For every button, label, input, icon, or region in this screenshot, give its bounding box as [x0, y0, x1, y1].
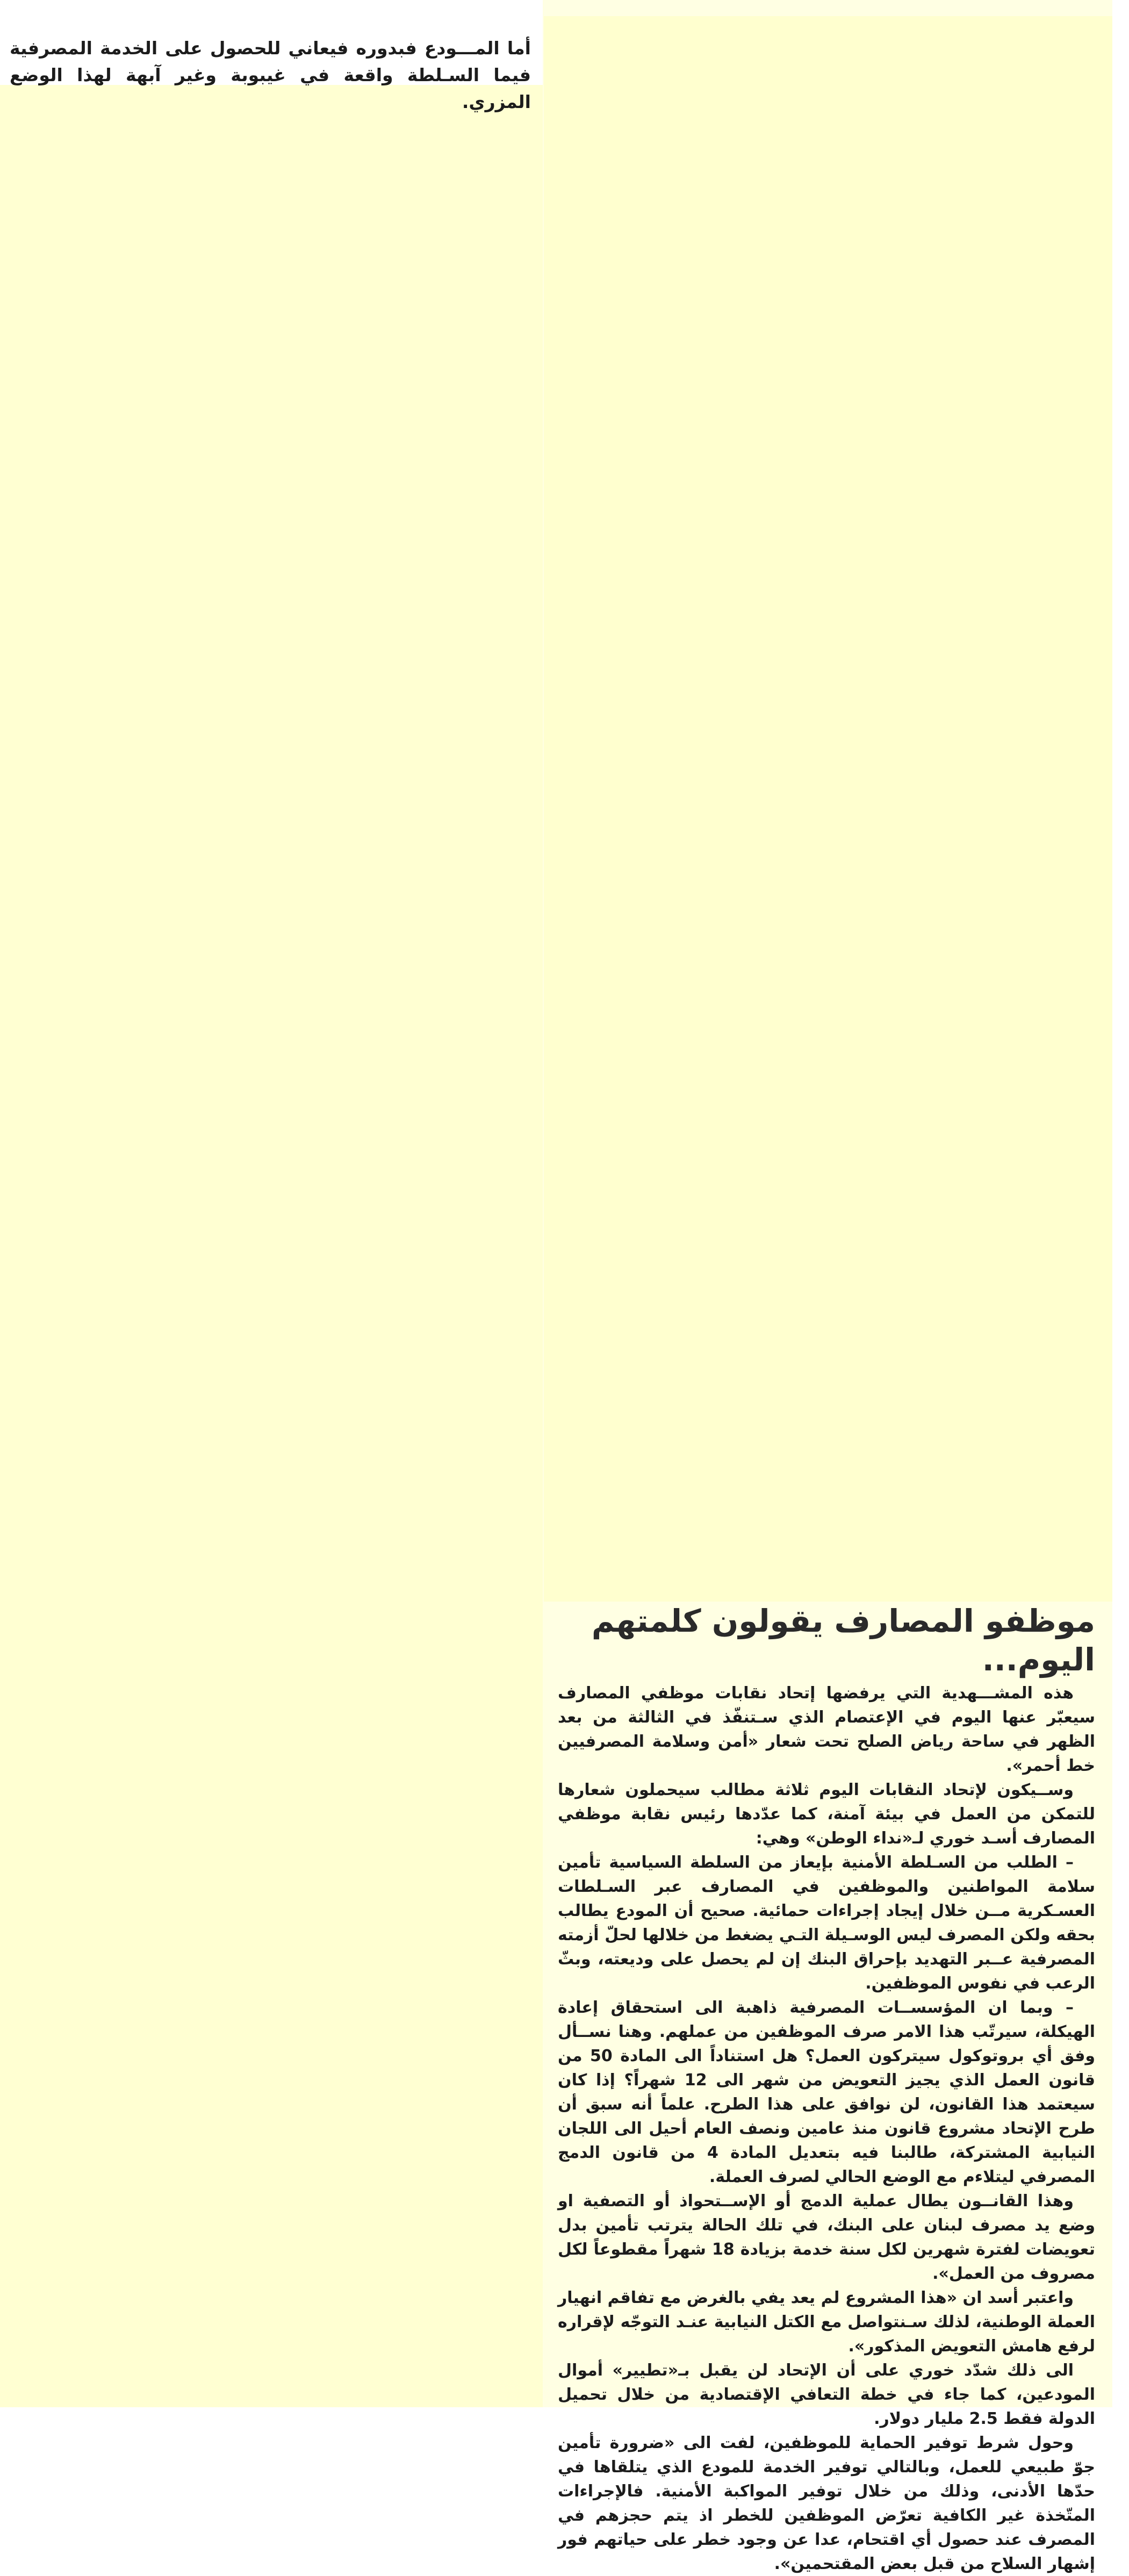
- article-paragraph: هذه المشـــهدية التي يرفضها إتحاد نقابات موظفي المصارف سيعبّر عنها اليوم في الإعتصام الذي سـتنفّذ في الثالثة من بعد الظهر في ساحة رياض الصلح تحت شعار «أمن وسلامة المصرفيين خط أحمر».: [558, 1684, 1095, 1775]
- article-paragraph: واعتبر أسد ان «هذا المشروع لم يعد يفي بالغرض مع تفاقم انهيار العملة الوطنية، لذلك سـنتواصل مع الكتل النيابية عنـد التوجّه لإقراره لرفع هامش التعويض المذكور».: [557, 2288, 1095, 2356]
- article-paragraph: وحول شرط توفير الحماية للموظفين، لفت الى «ضرورة تأمين جوّ طبيعي للعمل، وبالتالي توفير الخدمة للمودع الذي يتلقاها في حدّها الأدنى، وذلك من خلال توفير المواكبة الأمنية. فالإجراءات المتّخذة غير الكافية تعرّض الموظفين للخطر اذ يتم حجزهم في المصرف عند حصول أي اقتحام، عدا عن وجود خطر على حياتهم فور إشهار السلاح من قبل بعض المقتحمين».: [558, 2434, 1095, 2573]
- article-paragraph: الى ذلك شدّد خوري على أن الإتحاد لن يقبل بـ«تطيير» أموال المودعين، كما جاء في خطة التعافي الإقتصادية من خلال تحميل الدولة فقط 2.5 مليار دولار.: [558, 2361, 1095, 2428]
- left-column-background: [0, 85, 543, 2407]
- empty-image-area: [544, 16, 1112, 1602]
- article: [558, 1602, 1095, 2576]
- article-paragraph: – وبما ان المؤسســات المصرفية ذاهبة الى استحقاق إعادة الهيكلة، سيرتّب هذا الامر صرف الموظفين من عملهم. وهنا نســأل وفق أي بروتوكول سيتركون العمل؟ هل استناداً الى المادة 50 من قانون العمل الذي يجيز التعويض من شهر الى 12 شهراً؟ إذا كان سيعتمد هذا القانون، لن نوافق على هذا الطرح. علماً أنه سبق أن طرح الإتحاد مشروع قانون منذ عامين ونصف العام أحيل الى اللجان النيابية المشتركة، طالبنا فيه بتعديل المادة 4 من قانون الدمج المصرفي ليتلاءم مع الوضع الحالي لصرف العملة.: [558, 1998, 1096, 2186]
- article-paragraph: وســيكون لإتحاد النقابات اليوم ثلاثة مطالب سيحملون شعارها للتمكن من العمل في بيئة آمنة، كما عدّدها رئيس نقابة موظفي المصارف أسـد خوري لـ«نداء الوطن» وهي:: [558, 1781, 1095, 1848]
- article-headline: موظفو المصارف يقولون كلمتهم اليوم...: [591, 1603, 1095, 1678]
- right-margin: [1112, 0, 1129, 2407]
- article-paragraph: – الطلب من السـلطة الأمنية بإيعاز من السلطة السياسية تأمين سلامة المواطنين والموظفين في المصارف عبر السـلطات العسـكرية مــن خلال إيجاد إجراءات حمائية. صحيح أن المودع يطالب بحقه ولكن المصرف ليس الوسـيلة التـي يضغط من خلالها لحلّ أزمته المصرفية عــبر التهديد بإحراق البنك إن لم يحصل على وديعته، وبثّ الرعب في نفوس الموظفين.: [558, 1853, 1095, 1993]
- continued-paragraph: أما المـــودع فبدوره فيعاني للحصول على الخدمة المصرفية فيما السـلطة واقعة في غيبوبة وغير آبهة لهذا الوضع المزري.: [10, 38, 531, 112]
- article-paragraph: وهذا القانــون يطال عملية الدمج أو الإســتحواذ أو التصفية او وضع يد مصرف لبنان على البنك، في تلك الحالة يترتب تأمين بدل تعويضات لفترة شهرين لكل سنة خدمة بزيادة 18 شهراً مقطوعاً لكل مصروف من العمل».: [558, 2192, 1095, 2283]
